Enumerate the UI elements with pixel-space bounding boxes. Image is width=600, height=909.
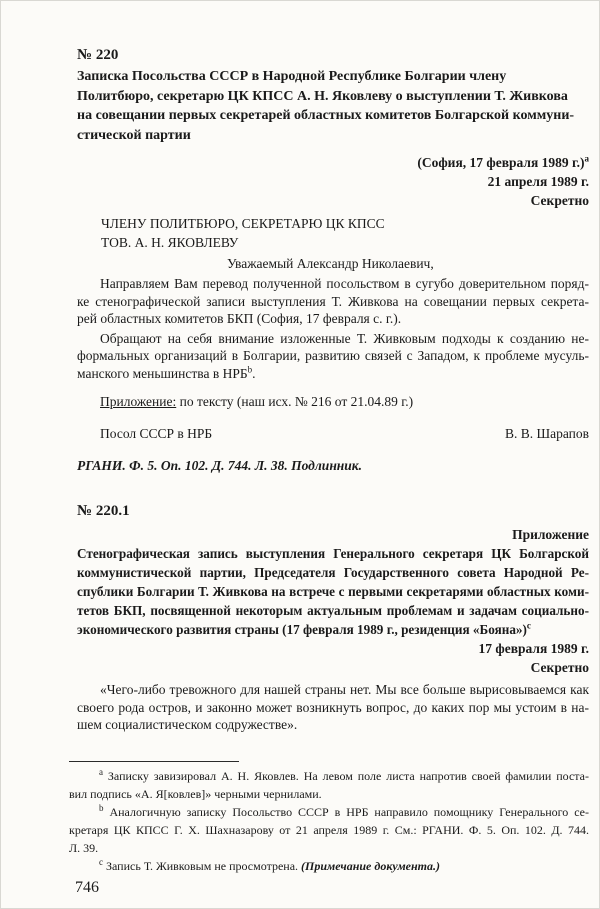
document-note: (Примечание документа.) (301, 858, 440, 873)
quote-line: «Чего-либо тревожного для нашей страны нет. Мы все больше вырисовываемся как (100, 682, 589, 697)
quote-line: своего рода остров, и законно может возникнуть вопрос, до каких пор мы устоим в на- (77, 699, 589, 715)
doc1-paragraph-1 (77, 275, 589, 328)
signer-position: Посол СССР в НРБ (100, 426, 213, 441)
doc1-archive-reference: РГАНИ. Ф. 5. Оп. 102. Д. 744. Л. 38. Подлинник. (77, 458, 363, 473)
footnote-separator-rule (69, 761, 239, 762)
footnotes-section (69, 761, 589, 875)
footnote-a (69, 767, 589, 803)
doc1-paragraph-2 (77, 330, 589, 383)
doc1-addressee (101, 214, 589, 252)
doc1-title (77, 67, 589, 145)
attachment-text: по тексту (наш исх. № 216 от 21.04.89 г.) (176, 394, 414, 409)
doc2-secrecy-stamp: Секретно (530, 660, 589, 675)
doc1-salutation: Уважаемый Александр Николаевич, (227, 256, 434, 271)
doc2-number: № 220.1 (77, 503, 130, 519)
doc2-title-line: тетов БКП, посвященной некоторым актуальным проблемам и задачам социально- (77, 603, 589, 618)
footnote-line: кретаря ЦК КПСС Г. Х. Шахназарову от 21 апреля 1989 г. См.: РГАНИ. Ф. 5. Оп. 102. Д. 744. (69, 822, 589, 837)
doc2-title-line: Стенографическая запись выступления Генерального секретаря ЦК Болгарской (77, 546, 589, 561)
paragraph-line: Обращают на себя внимание изложенные Т. Живковым подходы к созданию не- (100, 330, 589, 346)
footnote-b (69, 803, 589, 857)
doc1-number: № 220 (77, 47, 119, 63)
quote-line: шем социалистическом содружестве». (77, 717, 298, 732)
addressee-line: ЧЛЕНУ ПОЛИТБЮРО, СЕКРЕТАРЮ ЦК КПСС (101, 216, 385, 231)
doc2-title-line: экономического развития страны (17 февраля 1989 г., резиденция «Бояна»)$^c$ (77, 620, 531, 637)
footnote-ref-a: a (584, 153, 589, 164)
paragraph-line: манского меньшинства в НРБ$^b$. (77, 364, 256, 381)
doc1-title-line: Политбюро, секретарю ЦК КПСС А. Н. Яковлеву о выступлении Т. Живкова (77, 88, 568, 104)
footnote-c (69, 857, 589, 875)
doc1-title-line: стической партии (77, 127, 191, 143)
doc1-title-line: Записка Посольства СССР в Народной Республике Болгарии члену (77, 69, 507, 84)
paragraph-line: рей областных комитетов БКП (София, 17 февраля с. г.). (77, 311, 402, 326)
doc1-dateline-block (77, 153, 589, 210)
footnote-marker-c: c (99, 856, 103, 867)
doc2-title (77, 544, 589, 639)
footnote-line: $^a$ Записку завизировал А. Н. Яковлев. На левом поле листа напротив своей фамилии поста- (99, 766, 589, 783)
doc1-attachment-note (77, 392, 589, 411)
doc2-dateline-block (77, 639, 589, 677)
footnote-marker-b: b (99, 802, 104, 813)
addressee-line: ТОВ. А. Н. ЯКОВЛЕВУ (101, 235, 239, 250)
doc2-date: 17 февраля 1989 г. (478, 641, 589, 656)
footnote-line: $^c$ Запись Т. Живковым не просмотрена. (Примечание документа.) (99, 856, 440, 873)
footnote-line: вил подпись «А. Я[ковлев]» черными чернилами. (69, 786, 322, 801)
doc1-dateline: (София, 17 февраля 1989 г.)$^a$ (417, 153, 589, 170)
footnote-ref-c: c (526, 620, 531, 631)
footnote-marker-a: a (99, 766, 103, 777)
doc1-sent-date: 21 апреля 1989 г. (487, 174, 589, 189)
doc1-signature-line (77, 424, 589, 443)
doc1-title-line: на совещании первых секретарей областных комитетов Болгарской коммуни- (77, 108, 575, 123)
attachment-label: Приложение: (100, 394, 177, 409)
footnote-ref-b: b (247, 364, 253, 374)
doc2-quote-paragraph (77, 681, 589, 734)
doc2-title-line: коммунистической партии, Председателя Государственного совета Народной Ре- (77, 565, 589, 580)
page-number: 746 (75, 878, 99, 896)
doc1-secrecy-stamp: Секретно (530, 193, 589, 208)
doc2-annex-label: Приложение (512, 527, 589, 542)
doc2-title-line: спублики Болгарии Т. Живкова на встрече с первыми секретарями областных коми- (77, 584, 589, 599)
paragraph-line: формальных организаций в Болгарии, развитию связей с Западом, к проблеме мусуль- (77, 348, 589, 363)
paragraph-line: ке стенографической записи выступления Т. Живкова на совещании первых секрета- (77, 293, 589, 309)
footnote-line: $^b$ Аналогичную записку Посольство СССР в НРБ направило помощнику Генерального се- (99, 802, 589, 819)
paragraph-line: Направляем Вам перевод полученной посольством в сугубо доверительном поряд- (100, 276, 589, 291)
signer-name: В. В. Шарапов (504, 426, 589, 441)
footnote-line: Л. 39. (69, 840, 99, 855)
